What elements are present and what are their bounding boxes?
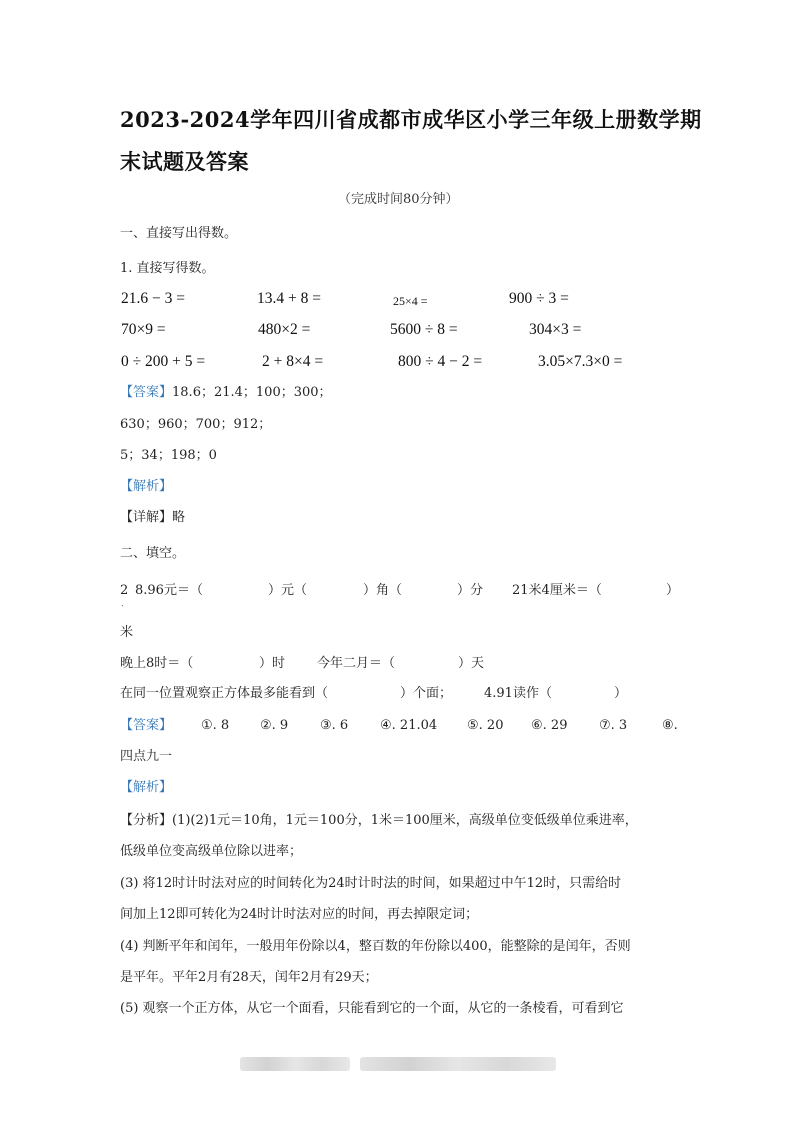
answer-line-1 bbox=[120, 386, 332, 399]
math-expression: 25×4 = bbox=[393, 294, 428, 308]
math-expression: 3.05×7.3×0 = bbox=[538, 353, 623, 370]
answer-item: ③. 6 bbox=[320, 718, 349, 733]
fill-blank-text: 米 bbox=[120, 625, 134, 640]
footer-watermark bbox=[240, 1057, 350, 1071]
answer-item: ⑧. bbox=[662, 718, 678, 733]
answer-tag: 【答案】 bbox=[120, 385, 173, 400]
answer-item: ④. 21.04 bbox=[380, 718, 438, 733]
answer-item: ⑤. 20 bbox=[467, 718, 504, 733]
fill-blank-text: 今年二月＝（ bbox=[317, 656, 396, 671]
answer-item: ①. 8 bbox=[201, 718, 230, 733]
analysis-line: (5) 观察一个正方体，从它一个面看，只能看到它的一个面，从它的一条棱看，可看到它 bbox=[120, 1001, 624, 1016]
fill-blank-text: 21米4厘米＝（ bbox=[512, 583, 602, 598]
question-2-number: 2 bbox=[120, 583, 129, 598]
fill-blank-text: ） bbox=[614, 686, 628, 701]
math-expression: 13.4 + 8 = bbox=[257, 290, 321, 307]
math-expression: 5600 ÷ 8 = bbox=[390, 321, 458, 338]
fill-blank-text: ）个面； bbox=[400, 686, 453, 701]
fill-blank-text: 4.91读作（ bbox=[484, 686, 552, 701]
math-expression: 480×2 = bbox=[258, 321, 311, 338]
analysis-line: (4) 判断平年和闰年，一般用年份除以4，整百数的年份除以400，能整除的是闰年，否则 bbox=[120, 939, 631, 954]
section-1-heading: 一、直接写出得数。 bbox=[120, 226, 238, 241]
math-expression: 2 + 8×4 = bbox=[262, 353, 324, 370]
detail-line: 【详解】略 bbox=[120, 510, 186, 525]
answer-item: ⑥. 29 bbox=[531, 718, 568, 733]
answer-continuation: 四点九一 bbox=[120, 749, 173, 764]
analysis-line: 低级单位变高级单位除以进率； bbox=[120, 844, 303, 859]
answer-line-3: 5；34；198；0 bbox=[120, 448, 217, 463]
question-1-label: 1. 直接写得数。 bbox=[120, 261, 215, 276]
analysis-tag: 【解析】 bbox=[120, 780, 173, 795]
section-2-heading: 二、填空。 bbox=[120, 546, 186, 561]
question-2-dot: ． bbox=[121, 599, 131, 609]
title-line-2: 末试题及答案 bbox=[120, 149, 249, 174]
math-expression: 0 ÷ 200 + 5 = bbox=[121, 353, 206, 370]
answer-item: ⑦. 3 bbox=[599, 718, 628, 733]
analysis-line: 【分析】(1)(2)1元＝10角，1元＝100分，1米＝100厘米，高级单位变低级单位乘进率， bbox=[120, 813, 638, 828]
answer-line-2: 630；960；700；912； bbox=[120, 417, 272, 432]
fill-blank-text: ）分 bbox=[457, 583, 484, 598]
analysis-line: 是平年。平年2月有28天，闰年2月有29天； bbox=[120, 970, 378, 985]
answer-item: ②. 9 bbox=[260, 718, 289, 733]
math-expression: 304×3 = bbox=[529, 321, 582, 338]
math-expression: 900 ÷ 3 = bbox=[509, 290, 569, 307]
subtitle: （完成时间80分钟） bbox=[338, 192, 459, 207]
analysis-line: (3) 将12时计时法对应的时间转化为24时计时法的时间，如果超过中午12时，只需给时 bbox=[120, 876, 622, 891]
analysis-line: 间加上12即可转化为24时计时法对应的时间，再去掉限定词； bbox=[120, 907, 479, 922]
fill-blank-text: 在同一位置观察正方体最多能看到（ bbox=[120, 686, 329, 701]
fill-blank-text: ）时 bbox=[259, 656, 286, 671]
footer-watermark bbox=[360, 1057, 556, 1071]
title-line-1: 2023-2024学年四川省成都市成华区小学三年级上册数学期 bbox=[120, 107, 702, 132]
fill-blank-text: 8.96元＝（ bbox=[135, 583, 203, 598]
fill-blank-text: ） bbox=[666, 583, 680, 598]
answer-text: 18.6；21.4；100；300； bbox=[172, 385, 332, 400]
math-expression: 21.6 − 3 = bbox=[121, 290, 185, 307]
fill-blank-text: ）角（ bbox=[363, 583, 403, 598]
answer-tag: 【答案】 bbox=[120, 718, 173, 733]
analysis-tag: 【解析】 bbox=[120, 479, 173, 494]
fill-blank-text: ）天 bbox=[458, 656, 485, 671]
math-expression: 800 ÷ 4 − 2 = bbox=[398, 353, 483, 370]
fill-blank-text: ）元（ bbox=[268, 583, 308, 598]
math-expression: 70×9 = bbox=[121, 321, 166, 338]
fill-blank-text: 晚上8时＝（ bbox=[120, 656, 194, 671]
